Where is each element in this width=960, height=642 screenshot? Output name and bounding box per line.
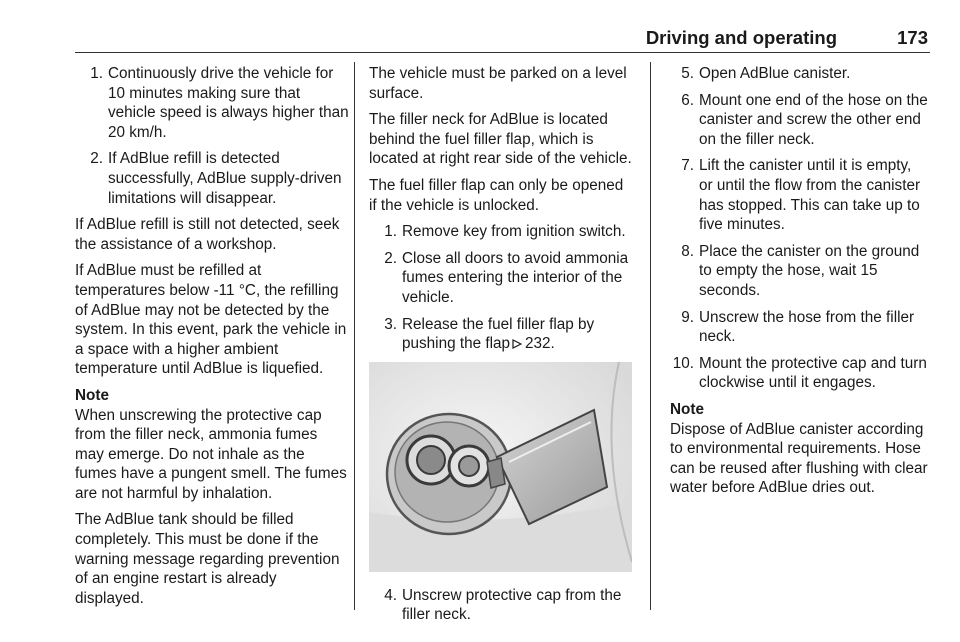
list-item <box>369 315 633 354</box>
step-text: Open AdBlue canister. <box>699 65 851 82</box>
page-reference-link[interactable]: 232. <box>525 335 555 353</box>
step-list <box>666 64 928 393</box>
step-text: If AdBlue refill is detected successfully, AdBlue supply-driven limitations will disappear. <box>108 150 342 207</box>
step-text: Close all doors to avoid ammonia fumes entering the interior of the vehicle. <box>402 249 629 306</box>
page-reference-icon <box>512 339 522 349</box>
list-item <box>666 156 928 234</box>
paragraph: If AdBlue refill is still not detected, seek the assistance of a workshop. <box>75 216 340 253</box>
step-list <box>75 64 349 208</box>
step-text: Remove key from ignition switch. <box>402 223 626 241</box>
step-number: 4. <box>384 586 397 604</box>
paragraph: If AdBlue must be refilled at temperatures below -11 °C, the refilling of AdBlue may not be detected by the system. In this event, park the vehicle in a space with a higher ambient temperature until AdBlue is liquefied. <box>75 262 347 378</box>
list-item <box>369 222 633 242</box>
column-1 <box>75 64 349 615</box>
list-item <box>369 586 633 625</box>
step-number: 2. <box>90 150 103 168</box>
column-2 <box>369 64 633 632</box>
step-number: 9. <box>681 308 694 326</box>
step-number: 10. <box>672 354 694 372</box>
column-divider <box>650 62 651 610</box>
step-text: Mount the protective cap and turn clockwise until it engages. <box>699 354 927 392</box>
step-list <box>369 586 633 625</box>
step-number: 1. <box>384 223 397 241</box>
list-item <box>666 91 928 150</box>
list-item <box>75 64 349 142</box>
list-item <box>75 149 349 208</box>
fuel-filler-flap-illustration <box>369 362 632 572</box>
step-text: Unscrew protective cap from the filler neck. <box>402 586 622 624</box>
paragraph: The vehicle must be parked on a level surface. <box>369 65 627 102</box>
step-number: 5. <box>681 65 694 82</box>
step-list <box>369 222 633 354</box>
list-item <box>666 308 928 347</box>
step-text: Lift the canister until it is empty, or until the flow from the canister has stopped. This can take up to five minutes. <box>699 157 921 234</box>
step-text: Release the fuel filler flap by pushing the flap <box>402 315 595 353</box>
note-text: Dispose of AdBlue canister according to environmental requirements. Hose can be reused after flushing with clear water before AdBlue dries out. <box>670 420 928 497</box>
step-number: 6. <box>681 91 694 109</box>
step-text: Unscrew the hose from the filler neck. <box>699 308 915 346</box>
step-number: 2. <box>384 249 397 267</box>
filler-flap-image <box>369 362 632 572</box>
note-title: Note <box>75 386 109 404</box>
note <box>75 386 349 504</box>
page-number: 173 <box>897 27 928 48</box>
paragraph: The filler neck for AdBlue is located behind the fuel filler flap, which is located at right rear side of the vehicle. <box>369 111 632 168</box>
note <box>670 400 928 498</box>
step-text: Mount one end of the hose on the canister and screw the other end on the filler neck. <box>699 91 928 148</box>
step-number: 8. <box>681 242 694 260</box>
step-number: 3. <box>384 315 397 333</box>
column-3 <box>666 64 928 498</box>
paragraph: The fuel filler flap can only be opened if the vehicle is unlocked. <box>369 176 624 214</box>
step-number: 7. <box>681 157 694 175</box>
note-text: When unscrewing the protective cap from the filler neck, ammonia fumes may emerge. Do not inhale as the fumes have a pungent smell. The fumes are not harmful by inhalation. <box>75 406 347 502</box>
page-header <box>75 26 930 53</box>
list-item <box>369 249 633 308</box>
list-item <box>666 242 928 301</box>
section-title: Driving and operating <box>645 27 837 48</box>
list-item <box>666 354 928 393</box>
step-text: Place the canister on the ground to empty the hose, wait 15 seconds. <box>699 242 920 299</box>
step-number: 1. <box>90 65 103 82</box>
step-text: Continuously drive the vehicle for 10 minutes making sure that vehicle speed is always higher than 20 km/h. <box>108 65 349 141</box>
column-divider <box>354 62 355 610</box>
note-title: Note <box>670 400 704 418</box>
paragraph: The AdBlue tank should be filled completely. This must be done if the warning message regarding prevention of an engine restart is already displayed. <box>75 511 340 607</box>
list-item <box>666 64 928 84</box>
